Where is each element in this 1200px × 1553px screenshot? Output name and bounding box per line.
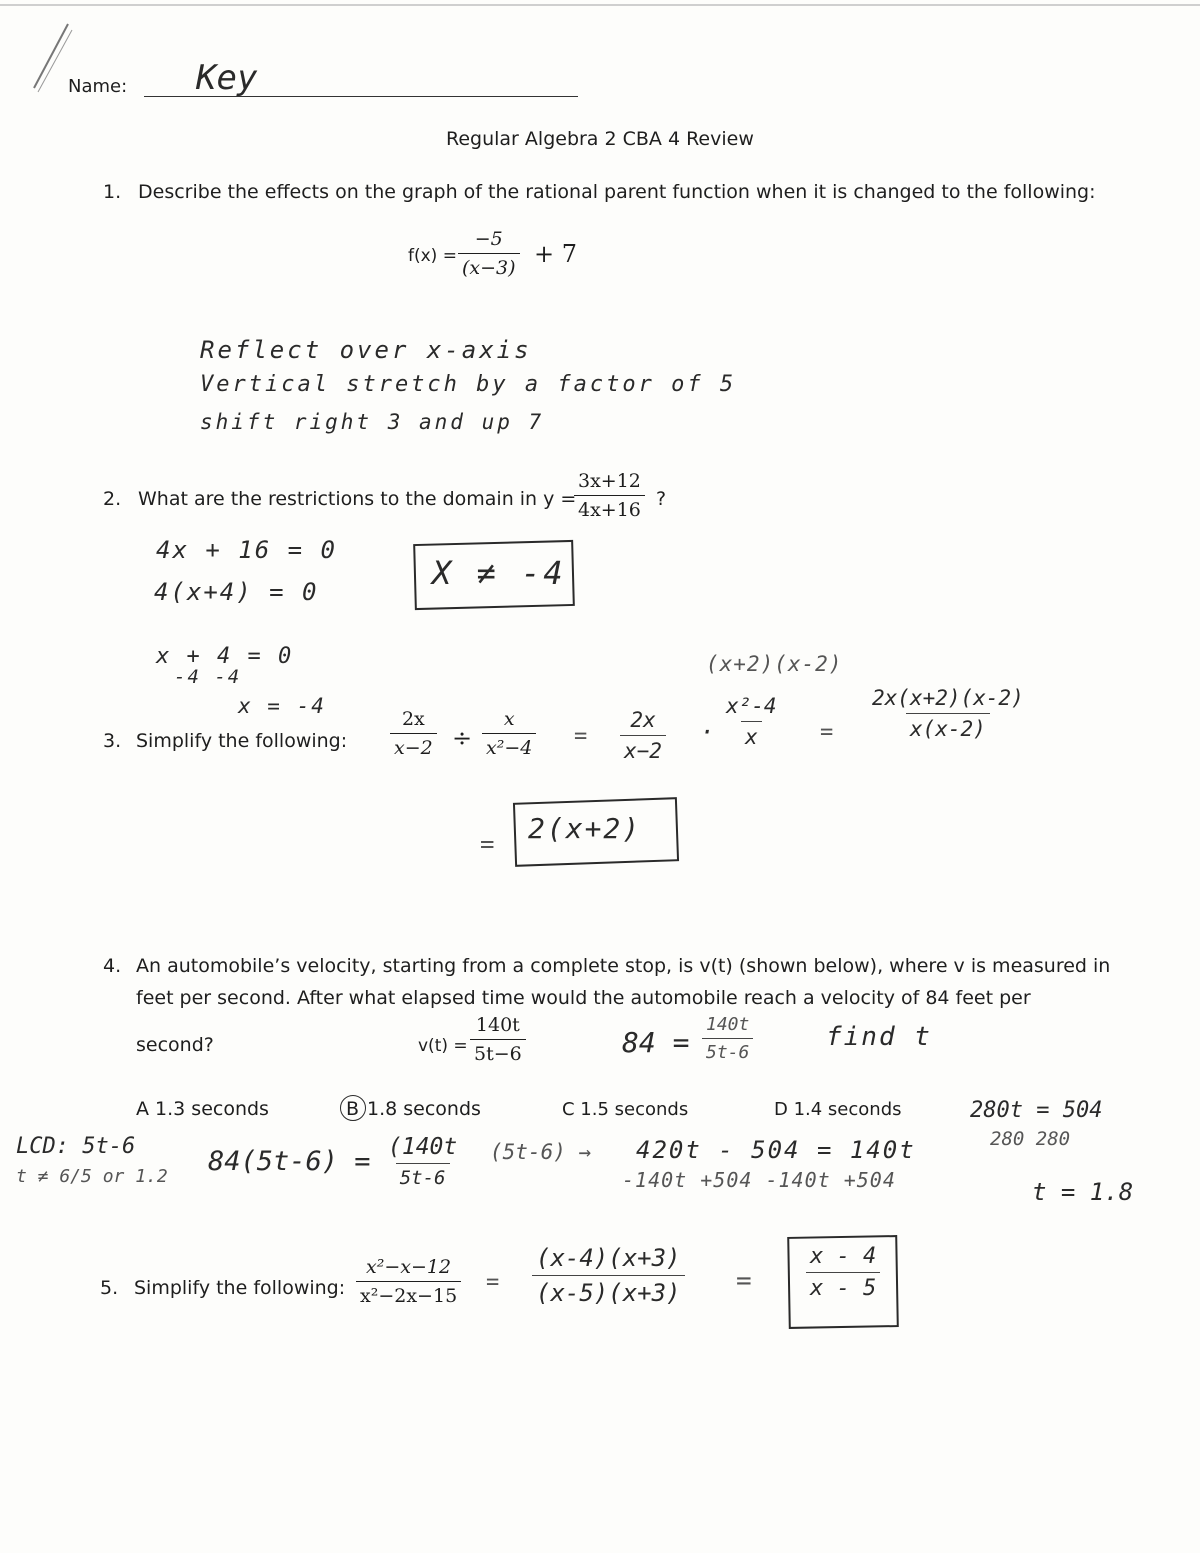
q3-work-frac1-den: x−2	[620, 735, 666, 763]
q5-work-fraction	[532, 1244, 685, 1307]
q5-denominator: x²−2x−15	[356, 1281, 461, 1307]
q3-work-frac2-num: x²-4	[726, 694, 777, 718]
q4-find-t: find t	[826, 1022, 932, 1052]
q4-number: 4.	[103, 955, 122, 977]
q5-numerator: x²−x−12	[366, 1256, 452, 1278]
q4-work-divide-bottom: 280 280	[990, 1128, 1071, 1150]
q4-choice-c: C 1.5 seconds	[562, 1099, 689, 1120]
q2-fraction	[574, 470, 645, 521]
name-value: Key	[196, 58, 258, 98]
q2-work-1: 4x + 16 = 0	[156, 536, 337, 564]
q1-answer-line-3: shift right 3 and up 7	[200, 410, 545, 434]
q3-work-frac2-den: x	[741, 721, 762, 749]
q2-work-4: -4 -4	[174, 666, 242, 688]
q3-number: 3.	[103, 730, 122, 752]
q4-work-equation: 420t - 504 = 140t	[636, 1136, 916, 1164]
q1-denominator: (x−3)	[458, 253, 520, 279]
q1-tail: + 7	[534, 240, 578, 268]
q2-answer: X ≠ -4	[432, 554, 566, 592]
q5-work-num: (x-4)(x+3)	[536, 1244, 681, 1272]
q4-prompt-line-1: An automobile’s velocity, starting from a complete stop, is v(t) (shown below), where v is measured in	[136, 955, 1111, 977]
q3-fraction-1	[390, 708, 437, 759]
q4-choice-a: A 1.3 seconds	[136, 1098, 269, 1120]
q4-setup-fraction	[702, 1014, 753, 1063]
q5-eq-2: =	[736, 1266, 752, 1296]
q4-choice-b: 1.8 seconds	[367, 1098, 481, 1120]
q2-question-mark: ?	[656, 488, 667, 510]
q3-prompt: Simplify the following:	[136, 730, 348, 752]
q5-answer-num: x - 4	[810, 1244, 877, 1269]
q3-work-frac3-num: 2x(x+2)(x-2)	[872, 686, 1024, 710]
q4-work-subtract: -140t +504 -140t +504	[622, 1168, 896, 1192]
q1-fraction	[458, 228, 520, 279]
q4-choice-b-letter: B	[346, 1098, 360, 1120]
q1-numerator: −5	[474, 228, 503, 250]
q2-numerator: 3x+12	[578, 470, 641, 492]
q4-work-lhs: 84(5t-6) =	[208, 1146, 371, 1177]
q4-work-frac-num: (140t	[388, 1134, 458, 1160]
q5-fraction	[356, 1256, 461, 1307]
q4-prompt-line-3: second?	[136, 1034, 214, 1056]
q3-divide-sign: ÷	[452, 724, 473, 752]
q3-work-eq-2: =	[820, 720, 834, 745]
q3-fraction-2	[482, 708, 536, 759]
q2-prompt: What are the restrictions to the domain in y =	[138, 488, 577, 510]
q1-number: 1.	[103, 181, 122, 203]
q3-answer-eq: =	[480, 830, 495, 858]
q3-work-frac3-den: x(x-2)	[906, 713, 990, 741]
q4-vt-fraction	[470, 1014, 526, 1065]
q4-restriction: t ≠ 6/5 or 1.2	[16, 1166, 168, 1187]
q1-prompt: Describe the effects on the graph of the rational parent function when it is changed to the following:	[138, 181, 1096, 203]
q5-number: 5.	[100, 1277, 119, 1299]
q4-work-fraction	[384, 1134, 461, 1189]
q3-work-dot: ·	[700, 718, 715, 746]
q3-frac1-num: 2x	[401, 708, 425, 730]
q4-vt-num: 140t	[475, 1014, 520, 1036]
q3-work-fraction-3	[868, 686, 1028, 741]
name-label: Name:	[68, 76, 128, 97]
q2-denominator: 4x+16	[574, 495, 645, 521]
q5-prompt: Simplify the following:	[134, 1277, 346, 1299]
q4-vt-den: 5t−6	[470, 1039, 526, 1065]
q5-eq-1: =	[486, 1270, 500, 1295]
q4-setup-num: 140t	[706, 1014, 750, 1035]
q2-work-3: x + 4 = 0	[156, 644, 294, 669]
q3-frac2-den: x²−4	[482, 733, 536, 759]
q3-work-eq-1: =	[574, 724, 588, 749]
q5-answer-den: x - 5	[806, 1272, 880, 1301]
q4-choice-d: D 1.4 seconds	[774, 1099, 902, 1120]
q2-work-5: x = -4	[238, 694, 326, 718]
q3-work-frac1-num: 2x	[630, 708, 656, 732]
q3-frac2-num: x	[503, 708, 515, 730]
q5-work-den: (x-5)(x+3)	[532, 1275, 685, 1307]
q3-work-factored-top: (x+2)(x-2)	[706, 652, 843, 676]
q4-lcd: LCD: 5t-6	[16, 1134, 136, 1159]
q4-prompt-line-2: feet per second. After what elapsed time would the automobile reach a velocity of 84 feet per	[136, 987, 1031, 1009]
q3-work-fraction-1	[620, 708, 666, 763]
q1-answer-line-1: Reflect over x-axis	[200, 336, 532, 364]
q4-work-frac-den: 5t-6	[396, 1163, 450, 1189]
q3-answer: 2(x+2)	[528, 812, 642, 845]
q4-vt-label: v(t) =	[418, 1036, 468, 1056]
q2-work-2: 4(x+4) = 0	[154, 578, 319, 606]
q1-fx-label: f(x) =	[408, 246, 457, 266]
q4-work-divide-top: 280t = 504	[970, 1098, 1103, 1123]
q3-frac1-den: x−2	[390, 733, 437, 759]
q3-work-fraction-2	[722, 694, 781, 749]
scan-top-edge	[0, 4, 1200, 6]
page-title: Regular Algebra 2 CBA 4 Review	[446, 128, 754, 150]
q1-answer-line-2: Vertical stretch by a factor of 5	[200, 372, 737, 397]
q4-work-result: t = 1.8	[1032, 1178, 1134, 1206]
q4-setup-den: 5t-6	[702, 1038, 753, 1063]
q4-work-multiplier: (5t-6) →	[490, 1140, 592, 1164]
q2-number: 2.	[103, 488, 122, 510]
q5-answer-fraction	[806, 1244, 880, 1301]
q4-setup-left: 84 =	[622, 1026, 690, 1059]
